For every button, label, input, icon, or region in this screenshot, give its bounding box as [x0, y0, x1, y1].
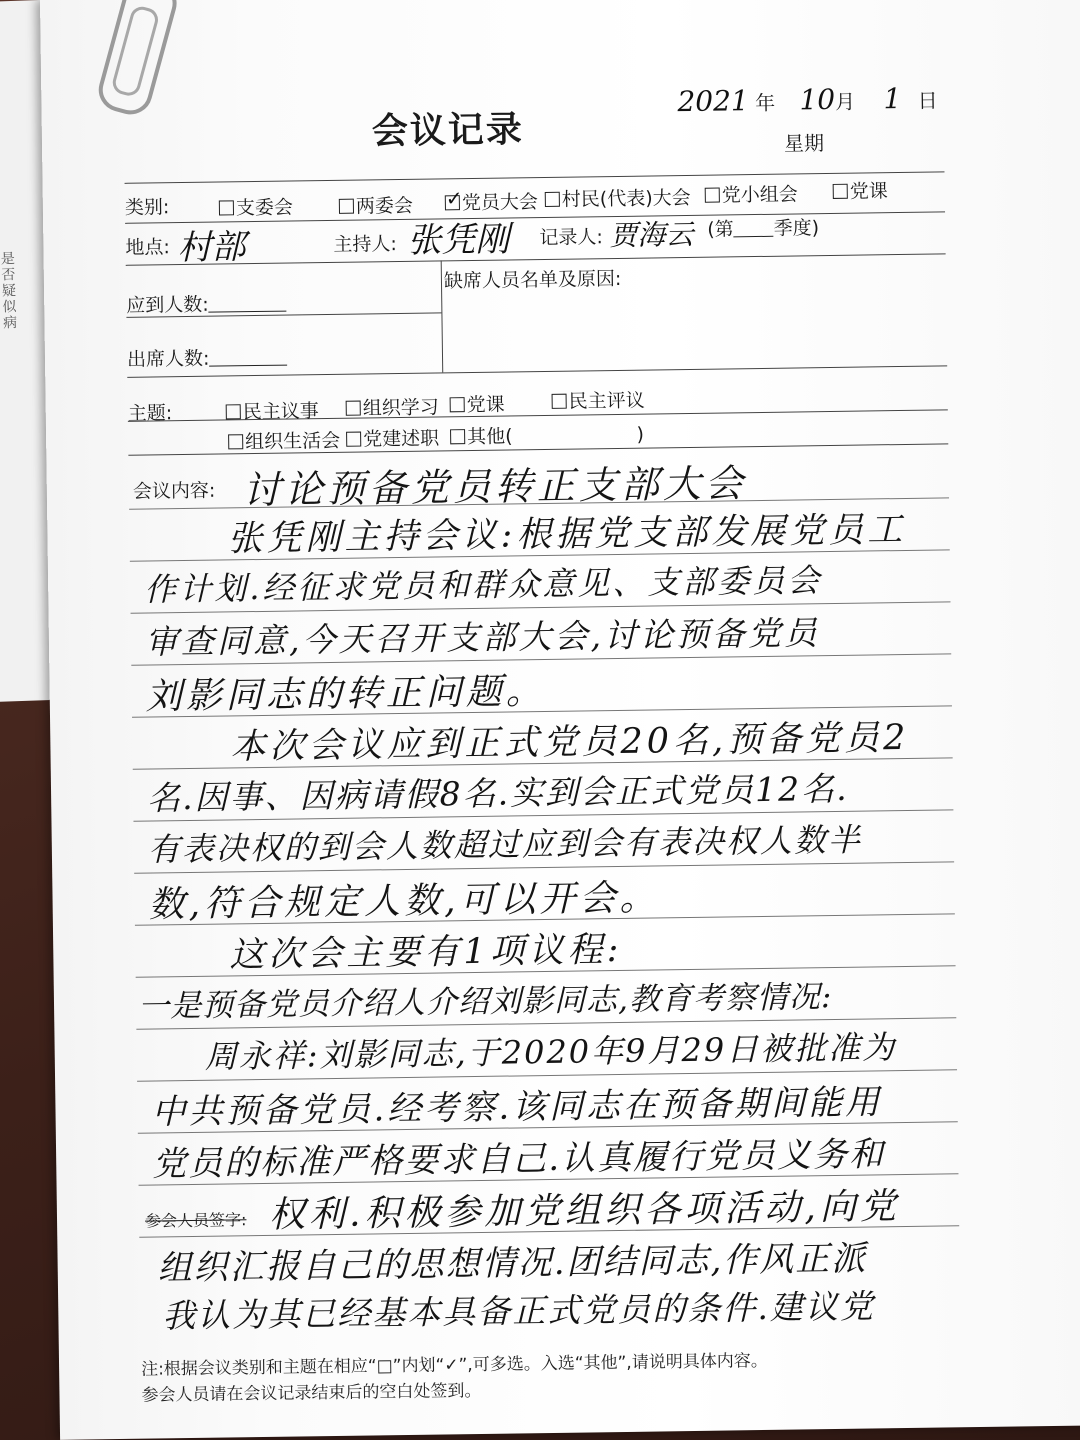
date-year: 2021	[677, 84, 749, 119]
host-value: 张凭刚	[407, 219, 510, 261]
checkbox-icon	[545, 192, 560, 207]
content-line: 党员的标准严格要求自己.认真履行党员义务和	[151, 1134, 886, 1185]
expected-count-blank	[209, 293, 287, 313]
checkbox-icon	[450, 429, 465, 444]
content-line: 数,符合规定人数,可以开会。	[148, 877, 660, 926]
footnote-line: 注:根据会议类别和主题在相应“□”内划“✓”,可多选。入选“其他”,请说明具体内容。	[140, 1350, 768, 1380]
attendee-sign-label: 参会人员签字:	[144, 1210, 247, 1231]
underlying-sheet-text: 是否疑似病	[0, 251, 18, 332]
category-option: 党小组会	[705, 179, 798, 207]
content-label: 会议内容:	[132, 479, 216, 503]
date-month: 10	[799, 82, 836, 117]
table-rule	[126, 253, 946, 265]
expected-count-field: 应到人数:	[126, 289, 287, 318]
checkbox-icon	[833, 184, 848, 199]
recorder-value: 贾海云	[609, 217, 694, 253]
present-count-blank	[209, 347, 287, 367]
category-option: 支委会	[219, 192, 293, 220]
checkbox-icon	[450, 397, 465, 412]
present-count-field: 出席人数:	[127, 343, 288, 372]
content-line: 作计划.经征求党员和群众意见、支部委员会	[143, 561, 823, 609]
checkbox-checked-icon	[445, 195, 460, 210]
paperclip-icon	[94, 0, 182, 119]
date-day: 1	[883, 81, 902, 116]
content-line: 本次会议应到正式党员20名,预备党员2	[230, 717, 910, 768]
content-line: 组织汇报自己的思想情况.团结同志,作风正派	[157, 1238, 868, 1289]
checkbox-icon	[226, 404, 241, 419]
quarter-field: (第 季度)	[707, 217, 820, 241]
form-title: 会议记录	[371, 109, 525, 153]
content-line: 有表决权的到会人数超过应到会有表决权人数半	[147, 820, 863, 869]
content-line: 名.因事、因病请假8名.实到会正式党员12名.	[146, 768, 849, 818]
checkbox-icon	[228, 434, 243, 449]
place-label: 地点:	[125, 236, 171, 259]
quarter-blank	[734, 218, 774, 238]
content-line: 权利.积极参加党组织各项活动,向党	[268, 1186, 901, 1236]
absent-label: 缺席人员名单及原因:	[443, 267, 622, 293]
content-line: 这次会主要有1项议程:	[229, 929, 623, 976]
content-line: 周永祥:刘影同志,于2020年9月29日被批准为	[204, 1028, 897, 1076]
table-rule	[125, 171, 945, 183]
checkbox-icon	[552, 394, 567, 409]
category-option: 党课	[833, 176, 888, 204]
content-line: 张凭刚主持会议:根据党支部发展党员工	[227, 509, 907, 560]
content-line: 刘影同志的转正问题。	[145, 671, 547, 718]
footnote-line: 参会人员请在会议记录结束后的空白处签到。	[141, 1380, 482, 1406]
topic-option: 党建述职	[346, 423, 439, 451]
checkbox-icon	[705, 188, 720, 203]
weekday-label: 星期	[783, 131, 825, 156]
topic-option: 党课	[449, 390, 504, 418]
table-divider	[441, 260, 444, 372]
content-heading: 讨论预备党员转正支部大会	[242, 461, 748, 513]
date-line	[677, 81, 938, 118]
category-label: 类别:	[124, 196, 170, 219]
checkbox-icon	[219, 200, 234, 215]
day-label: 日	[917, 88, 938, 113]
checkbox-icon	[346, 432, 361, 447]
topic-label: 主题:	[127, 402, 173, 425]
content-line: 审查同意,今天召开支部大会,讨论预备党员	[144, 613, 821, 662]
topic-option-other: 其他( )	[450, 420, 644, 450]
recorder-label: 记录人:	[539, 226, 603, 250]
category-option-checked: ✓ 党员大会	[445, 187, 538, 215]
category-option: 村民(代表)大会	[545, 183, 691, 212]
year-label: 年	[754, 90, 776, 116]
topic-option: 组织生活会	[228, 426, 340, 455]
topic-option: 民主评议	[551, 386, 644, 414]
checkbox-icon	[339, 199, 354, 214]
host-label: 主持人:	[333, 233, 398, 256]
topic-option: 民主议事	[226, 396, 319, 424]
content-line: 一是预备党员介绍人介绍刘影同志,教育考察情况:	[137, 979, 833, 1025]
month-label: 月	[834, 89, 856, 114]
meeting-record-form	[40, 0, 1080, 1440]
checkbox-icon	[346, 401, 361, 416]
content-line: 我认为其已经基本具备正式党员的条件.建议党	[162, 1286, 876, 1336]
place-value: 村部	[177, 227, 246, 269]
category-option: 两委会	[339, 191, 413, 219]
content-line: 中共预备党员.经考察.该同志在预备期间能用	[151, 1082, 883, 1133]
topic-option: 组织学习	[346, 392, 439, 420]
